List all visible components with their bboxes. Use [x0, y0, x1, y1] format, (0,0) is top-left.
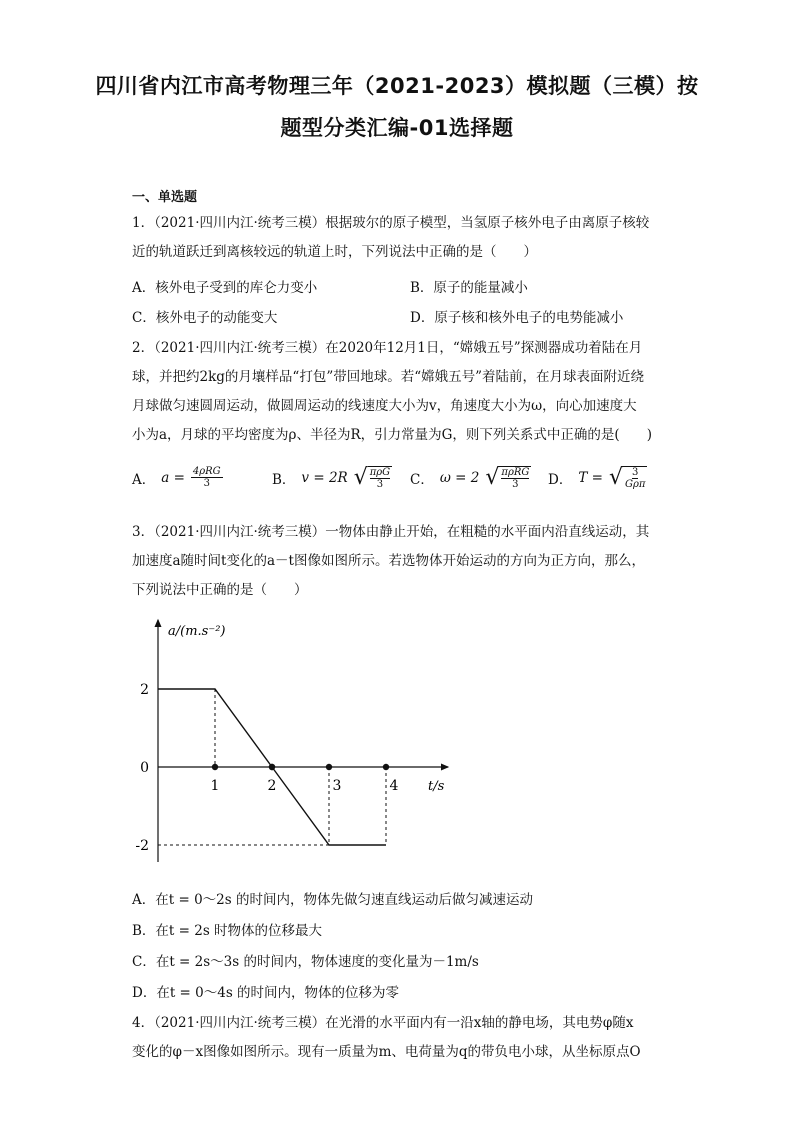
sqrt-sign: √ πρRG 3 [485, 465, 530, 490]
q2-line: 球，并把约2kg的月壤样品“打包”带回地球。若“嫦娥五号”着陆前，在月球表面附近绕 [132, 369, 645, 385]
q1-option-c: C．核外电子的动能变大 [132, 310, 278, 326]
q2-option-c [410, 466, 531, 490]
y-axis-label: a/(m.s⁻²) [168, 624, 226, 639]
q3-option-c: C．在t = 2s～3s 的时间内，物体速度的变化量为－1m/s [132, 954, 479, 970]
x-axis-label: t/s [428, 779, 445, 794]
q2-line: 月球做匀速圆周运动，做圆周运动的线速度大小为v，角速度大小为ω，向心加速度大 [132, 398, 637, 414]
q3-option-a: A．在t = 0～2s 的时间内，物体先做匀速直线运动后做匀减速运动 [132, 892, 533, 908]
q1-option-b: B．原子的能量减小 [410, 280, 528, 296]
fraction-denominator: 3 [203, 478, 210, 489]
formula-lhs: a = [161, 469, 185, 486]
fraction-numerator: πρRG [501, 467, 530, 478]
x-tick-label: 4 [389, 778, 399, 794]
q2-line: 小为a，月球的平均密度为ρ、半径为R，引力常量为G，则下列关系式中正确的是( ) [132, 427, 652, 443]
x-tick-label: 2 [267, 778, 277, 794]
q2-option-d [548, 466, 647, 490]
q2-option-a [132, 466, 223, 489]
fraction-denominator: 3 [376, 479, 384, 490]
question-4-stem [132, 1009, 662, 1067]
data-point [269, 764, 275, 770]
fraction-numerator: 4ρRG [192, 466, 221, 477]
sqrt-sign: √ πρG 3 [353, 465, 391, 490]
x-tick-label: 1 [210, 778, 220, 794]
formula-lhs: ω = 2 [439, 470, 480, 486]
q4-line: 4．（2021·四川内江·统考三模）在光滑的水平面内有一沿x轴的静电场，其电势φ随x [132, 1015, 634, 1031]
x-tick-label: 3 [332, 778, 342, 794]
q3-line: 下列说法中正确的是（ ） [132, 582, 308, 598]
q4-line: 变化的φ－x图像如图所示。现有一质量为m、电荷量为q的带负电小球，从坐标原点O [132, 1044, 641, 1060]
sqrt-sign: √ 3 Gρπ [608, 465, 646, 490]
q2-line: 2．（2021·四川内江·统考三模）在2020年12月1日，“嫦娥五号”探测器成功着陆在月 [132, 340, 643, 356]
formula-lhs: v = 2R [301, 470, 348, 486]
y-tick-label: 2 [140, 682, 149, 698]
y-tick-label: 0 [140, 760, 149, 776]
formula-fraction [191, 466, 223, 489]
option-label: D． [548, 472, 573, 488]
q1-option-d: D．原子核和核外电子的电势能减小 [410, 310, 624, 326]
y-tick-label: -2 [135, 838, 149, 854]
option-label: A． [132, 471, 156, 488]
q1-option-a: A．核外电子受到的库仑力变小 [132, 280, 318, 296]
q1-line: 1．（2021·四川内江·统考三模）根据玻尔的原子模型，当氢原子核外电子由离原子核较 [132, 215, 650, 231]
fraction-numerator: πρG [369, 467, 391, 478]
question-2-stem [132, 334, 662, 450]
question-1-stem [132, 209, 662, 267]
a-t-chart [130, 612, 460, 872]
title-line-1: 四川省内江市高考物理三年（2021-2023）模拟题（三模）按 [95, 74, 699, 98]
title-line-2: 题型分类汇编-01选择题 [280, 116, 514, 140]
option-label: C． [410, 472, 434, 488]
fraction-numerator: 3 [632, 467, 639, 478]
formula-lhs: T = [578, 470, 603, 486]
q3-option-d: D．在t = 0～4s 的时间内，物体的位移为零 [132, 985, 400, 1001]
section-heading: 一、单选题 [132, 190, 198, 205]
q3-line: 3．（2021·四川内江·统考三模）一物体由静止开始，在粗糙的水平面内沿直线运动，其 [132, 524, 650, 540]
q3-line: 加速度a随时间t变化的a－t图像如图所示。若选物体开始运动的方向为正方向，那么， [132, 553, 645, 569]
q3-option-b: B．在t = 2s 时物体的位移最大 [132, 923, 323, 939]
fraction-denominator: 3 [512, 479, 519, 490]
q1-line: 近的轨道跃迁到离核较远的轨道上时，下列说法中正确的是（ ） [132, 244, 537, 260]
q2-option-b [272, 466, 392, 490]
option-label: B． [272, 472, 296, 488]
fraction-denominator: Gρπ [624, 479, 646, 490]
question-3-stem [132, 518, 662, 605]
